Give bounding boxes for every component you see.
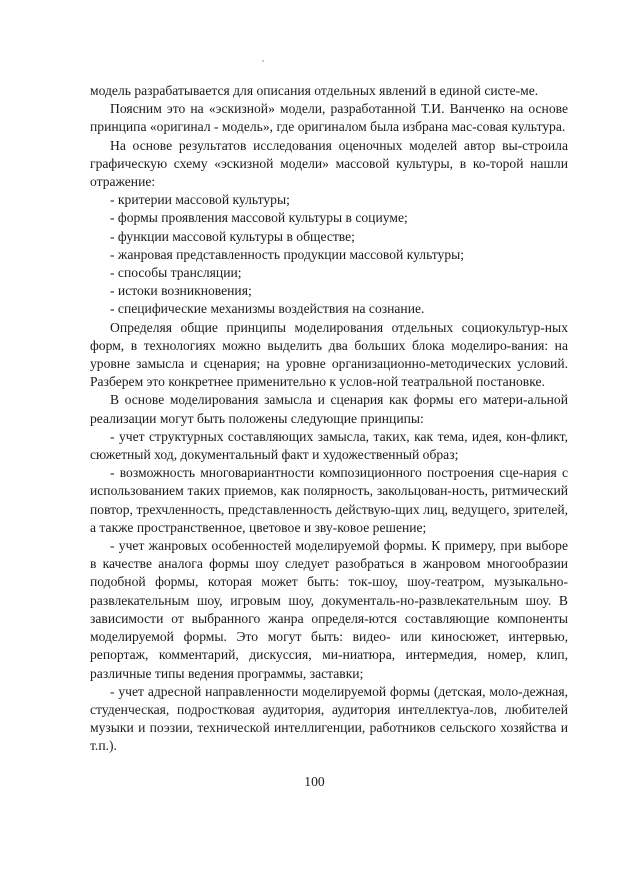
list-item: - способы трансляции;: [110, 265, 242, 281]
paragraph-sketch-model: Поясним это на «эскизной» модели, разработанной Т.И. Ванченко на основе принципа «оригинал - модель», где оригиналом была избрана мас-совая культура.: [90, 101, 568, 135]
page-number: 100: [304, 774, 325, 789]
page-body: [90, 82, 568, 756]
list-item: - специфические механизмы воздействия на сознание.: [110, 301, 425, 317]
list-item: - истоки возникновения;: [110, 283, 252, 299]
body-text: [90, 82, 568, 756]
scan-speck: [262, 60, 264, 62]
list-item: - учет структурных составляющих замысла, таких, как тема, идея, кон-фликт, сюжетный ход, документальный факт и художественный образ;: [90, 428, 568, 463]
paragraph-modeling-principles: Определяя общие принципы моделирования отдельных социокультур-ных форм, в технологиях можно выделить два больших блока моделиро-вания: на уровне замысла и сценария; на уровне организационно-методических условий. Разберем это конкретнее применительно к услов-ной театральной постановке.: [90, 319, 568, 390]
mass-culture-aspects-list: [90, 191, 568, 318]
list-item: - возможность многовариантности композиционного построения сце-нария с использованием таких приемов, как полярность, закольцован-ность, ритмический повтор, трехчленность, представленность действую-щих лиц, ведущего, зрителей, а также пространственное, цветовое и зву-ковое решение;: [90, 465, 568, 535]
list-item: - функции массовой культуры в обществе;: [110, 228, 355, 244]
list-item: - учет жанровых особенностей моделируемой формы. К примеру, при выборе в качестве аналога формы шоу следует разобраться в жанровом многообразии подобной формы, которая может быть: ток-шоу, шоу-театром, музыкально-развлекательным шоу, игровым шоу, документаль-но-развлекательным шоу. В зависимости от выбранного жанра определя-ются составляющие компоненты моделируемой формы. Это могут быть: видео- или киносюжет, интервью, репортаж, комментарий, дискуссия, ми-ниатюра, интермедия, номер, клип, различные типы ведения программы, заставки;: [90, 538, 568, 681]
list-item: - учет адресной направленности моделируемой формы (детская, моло-дежная, студенческая, подростковая аудитория, аудитория интеллектуа-лов, любителей музыки и поэзии, технической интеллигенции, работников сельского хозяйства и т.п.).: [90, 683, 568, 754]
list-item: - критерии массовой культуры;: [110, 192, 290, 208]
paragraph-scenario-basis: В основе моделирования замысла и сценария как формы его матери-альной реализации могут быть положены следующие принципы:: [90, 392, 568, 426]
list-item: - формы проявления массовой культуры в социуме;: [110, 210, 408, 226]
scenario-principles-list: [90, 428, 568, 756]
list-item: - жанровая представленность продукции массовой культуры;: [110, 246, 465, 262]
paragraph-research-results: На основе результатов исследования оценочных моделей автор вы-строила графическую схему «эскизной модели» массовой культуры, в ко-торой нашли отражение:: [90, 137, 568, 190]
paragraph-continuation: модель разрабатывается для описания отдельных явлений в единой систе-ме.: [90, 83, 539, 98]
